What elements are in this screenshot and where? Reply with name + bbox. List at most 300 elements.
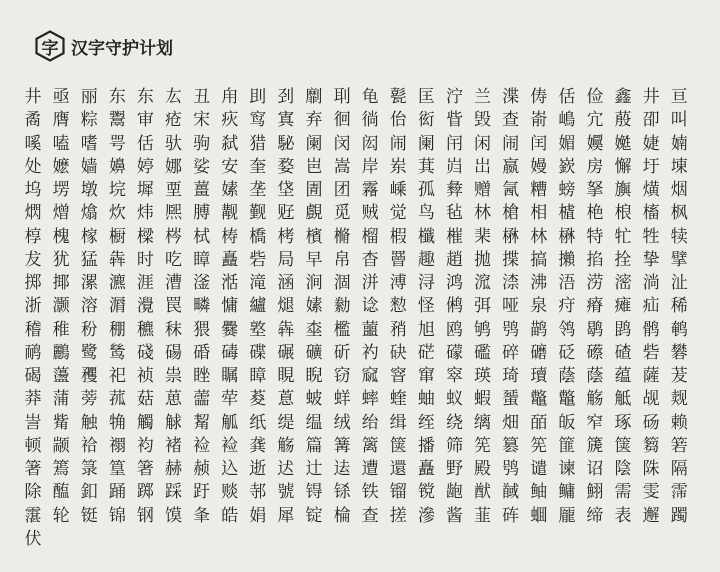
character-cell: 刵	[333, 87, 351, 108]
character-cell: 睉	[193, 366, 211, 387]
character-cell: 闬	[445, 133, 463, 154]
character-cell: 渿	[502, 273, 520, 294]
character-cell: 觚	[221, 412, 239, 433]
character-cell: 东	[108, 87, 126, 108]
character-cell: 鸰	[558, 319, 576, 340]
character-cell: 渫	[502, 87, 520, 108]
character-cell: 丽	[80, 87, 98, 108]
character-cell: 趶	[193, 482, 211, 503]
character-cell: 窃	[333, 366, 351, 387]
character-cell: 猷	[474, 482, 492, 503]
character-cell: 蝦	[474, 389, 492, 410]
character-cell: 蘯	[52, 366, 70, 387]
character-cell: 砄	[389, 342, 407, 363]
character-cell: 梣	[165, 226, 183, 247]
character-cell: 龅	[445, 482, 463, 503]
character-cell: 埬	[670, 156, 688, 177]
character-cell: 陎	[642, 459, 660, 480]
character-cell: 懈	[614, 156, 632, 177]
character-cell: 碟	[249, 342, 267, 363]
character-cell: 蘁	[361, 319, 379, 340]
character-cell: 嬷	[52, 156, 70, 177]
character-cell: 熻	[80, 203, 98, 224]
character-cell: 鑫	[614, 87, 632, 108]
character-cell: 疝	[642, 296, 660, 317]
character-cell: 篇	[305, 435, 323, 456]
character-cell: 墩	[80, 180, 98, 201]
character-cell: 媚	[558, 133, 576, 154]
character-cell: 檻	[333, 319, 351, 340]
character-cell: 奎	[249, 156, 267, 177]
character-cell: 蚾	[305, 389, 323, 410]
character-cell: 宋	[193, 110, 211, 131]
character-cell: 灚	[136, 296, 154, 317]
character-cell: 碡	[221, 342, 239, 363]
character-cell: 纸	[249, 412, 267, 433]
character-cell: 蒲	[52, 389, 70, 410]
character-cell: 铩	[333, 482, 351, 503]
character-cell: 號	[277, 482, 295, 503]
character-cell: 瞩	[221, 366, 239, 387]
character-cell: 犇	[108, 249, 126, 270]
character-cell: 陰	[614, 459, 632, 480]
character-cell: 嬶	[108, 156, 126, 177]
character-cell: 相	[530, 203, 548, 224]
character-cell: 灏	[52, 296, 70, 317]
character-cell: 嵩	[333, 156, 351, 177]
character-cell: 霿	[361, 180, 379, 201]
character-cell: 觃	[277, 203, 295, 224]
character-cell: 浔	[417, 273, 435, 294]
character-cell: 篪	[586, 435, 604, 456]
character-cell: 谂	[361, 296, 379, 317]
character-cell: 嫊	[305, 296, 323, 317]
character-cell: 桽	[305, 319, 323, 340]
character-cell: 驮	[165, 133, 183, 154]
character-cell: 踯	[136, 482, 154, 503]
character-cell: 袀	[136, 435, 154, 456]
character-cell: 早	[305, 249, 323, 270]
character-cell: 檳	[305, 226, 323, 247]
character-cell: 除	[24, 482, 42, 503]
character-cell: 彜	[445, 180, 463, 201]
character-cell: 楙	[558, 226, 576, 247]
character-cell: 碊	[136, 342, 154, 363]
character-cell: 绖	[417, 412, 435, 433]
character-cell: 榢	[80, 226, 98, 247]
character-cell: 瞕	[193, 249, 211, 270]
logo-character: 字	[41, 38, 59, 59]
character-cell: 睨	[305, 366, 323, 387]
character-cell: 镋	[417, 482, 435, 503]
character-cell: 蚁	[445, 389, 463, 410]
character-cell: 掐	[586, 249, 604, 270]
character-cell: 踊	[108, 482, 126, 503]
character-cell: 硭	[417, 342, 435, 363]
character-cell: 炜	[136, 203, 154, 224]
character-cell: 滝	[249, 273, 267, 294]
character-cell: 觅	[333, 203, 351, 224]
character-cell: 井	[642, 87, 660, 108]
character-cell: 祫	[80, 435, 98, 456]
character-cell: 赕	[221, 482, 239, 503]
character-cell: 駜	[277, 133, 295, 154]
character-cell: 膊	[193, 203, 211, 224]
character-cell: 嗑	[52, 133, 70, 154]
character-cell: 炊	[108, 203, 126, 224]
character-cell: 揲	[502, 249, 520, 270]
character-cell: 溶	[80, 296, 98, 317]
character-cell: 拴	[614, 249, 632, 270]
character-cell: 滵	[614, 273, 632, 294]
character-cell: 秣	[165, 319, 183, 340]
character-cell: 犇	[277, 319, 295, 340]
character-cell: 趙	[445, 249, 463, 270]
character-cell: 房	[586, 156, 604, 177]
character-cell: 林	[530, 226, 548, 247]
character-cell: 觸	[136, 412, 154, 433]
character-cell: 亘	[670, 87, 688, 108]
character-cell: 瓄	[530, 366, 548, 387]
character-cell: 觞	[277, 435, 295, 456]
character-cell: 滏	[193, 273, 211, 294]
character-cell: 蒠	[277, 389, 295, 410]
character-cell: 梼	[221, 226, 239, 247]
character-cell: 茇	[670, 366, 688, 387]
character-cell: 溥	[389, 273, 407, 294]
character-cell: 犀	[277, 505, 295, 526]
character-cell: 娜	[165, 156, 183, 177]
character-cell: 篚	[558, 435, 576, 456]
character-cell: 闵	[333, 133, 351, 154]
character-cell: 裣	[193, 435, 211, 456]
character-cell: 殿	[474, 459, 492, 480]
character-cell: 迲	[333, 459, 351, 480]
character-cell: 鸶	[108, 342, 126, 363]
character-cell: 鸝	[52, 342, 70, 363]
character-cell: 覻	[305, 203, 323, 224]
character-cell: 播	[417, 435, 435, 456]
character-cell: 岽	[389, 156, 407, 177]
character-cell: 时	[136, 249, 154, 270]
character-cell: 鸺	[445, 296, 463, 317]
character-cell: 睍	[277, 366, 295, 387]
character-cell: 甪	[221, 87, 239, 108]
character-cell: 斫	[333, 342, 351, 363]
character-cell: 俦	[530, 87, 548, 108]
character-cell: 漘	[108, 296, 126, 317]
character-cell: 轮	[52, 505, 70, 526]
character-cell: 躅	[670, 505, 688, 526]
character-cell: 嗘	[24, 133, 42, 154]
character-cell: 鸟	[417, 203, 435, 224]
character-cell: 漯	[80, 273, 98, 294]
character-cell: 溛	[474, 273, 492, 294]
character-cell: 猥	[193, 319, 211, 340]
character-cell: 绒	[333, 412, 351, 433]
character-cell: 秎	[80, 319, 98, 340]
character-cell: 觐	[249, 203, 267, 224]
character-cell: 遭	[361, 459, 379, 480]
character-cell: 莽	[24, 389, 42, 410]
character-cell: 鸮	[502, 319, 520, 340]
character-cell: 熿	[642, 180, 660, 201]
character-cell: 缔	[586, 505, 604, 526]
character-cell: 阑	[417, 133, 435, 154]
character-cell: 浯	[558, 273, 576, 294]
character-cell: 赠	[474, 180, 492, 201]
character-cell: 鹋	[530, 319, 548, 340]
character-cell: 闹	[389, 133, 407, 154]
character-cell: 搓	[389, 505, 407, 526]
character-cell: 铁	[361, 482, 379, 503]
character-cell: 礦	[305, 342, 323, 363]
character-cell: 鸲	[474, 319, 492, 340]
character-cell: 鼈	[530, 389, 548, 410]
character-cell: 涧	[305, 273, 323, 294]
character-cell: 嫱	[80, 156, 98, 177]
character-cell: 逝	[249, 459, 267, 480]
character-cell: 鸿	[445, 273, 463, 294]
logo-icon	[34, 30, 66, 62]
character-cell: 鹖	[586, 319, 604, 340]
character-cell: 需	[614, 482, 632, 503]
character-cell: 滲	[417, 505, 435, 526]
character-cell: 篱	[361, 435, 379, 456]
character-cell: 亟	[52, 87, 70, 108]
character-cell: 觝	[614, 389, 632, 410]
character-cell: 訔	[24, 412, 42, 433]
character-cell: 安	[221, 156, 239, 177]
character-cell: 慵	[221, 296, 239, 317]
character-cell: 礬	[670, 342, 688, 363]
character-cell: 碴	[614, 342, 632, 363]
character-cell: 樝	[558, 203, 576, 224]
character-cell: 嗜	[80, 133, 98, 154]
character-cell: 佁	[389, 110, 407, 131]
character-cell: 泉	[530, 296, 548, 317]
character-cell: 馍	[165, 505, 183, 526]
character-cell: 嬴	[502, 156, 520, 177]
character-cell: 愸	[389, 296, 407, 317]
character-cell: 薑	[193, 180, 211, 201]
character-cell: 箧	[614, 435, 632, 456]
character-cell: 钢	[136, 505, 154, 526]
character-cell: 祯	[136, 366, 154, 387]
character-cell: 筛	[445, 435, 463, 456]
character-cell: 涵	[277, 273, 295, 294]
character-cell: 蒡	[80, 389, 98, 410]
character-cell: 猛	[80, 249, 98, 270]
character-cell: 矞	[24, 110, 42, 131]
character-cell: 嬔	[614, 133, 632, 154]
character-cell: 皈	[558, 412, 576, 433]
character-cell: 塄	[52, 180, 70, 201]
character-cell: 祀	[108, 366, 126, 387]
character-cell: 诏	[586, 459, 604, 480]
character-cell: 矡	[80, 366, 98, 387]
character-cell: 窄	[586, 412, 604, 433]
character-cell: 泞	[445, 87, 463, 108]
character-cell: 佸	[136, 133, 154, 154]
character-cell: 缊	[305, 412, 323, 433]
character-cell: 篶	[52, 459, 70, 480]
character-cell: 缡	[474, 412, 492, 433]
character-cell: 荾	[249, 389, 267, 410]
character-cell: 觩	[165, 412, 183, 433]
character-cell: 鬻	[108, 110, 126, 131]
character-cell: 厷	[165, 87, 183, 108]
character-cell: 爨	[221, 319, 239, 340]
character-cell: 瘠	[586, 296, 604, 317]
character-cell: 箬	[670, 435, 688, 456]
character-cell: 嫚	[530, 156, 548, 177]
character-cell: 筅	[474, 435, 492, 456]
character-cell: 觉	[389, 203, 407, 224]
character-cell: 犊	[670, 226, 688, 247]
character-cell: 佸	[558, 87, 576, 108]
character-cell: 弭	[474, 296, 492, 317]
header	[34, 28, 173, 64]
character-cell: 谴	[530, 459, 548, 480]
character-cell: 阑	[305, 133, 323, 154]
character-cell: 栻	[193, 226, 211, 247]
character-cell: 窣	[445, 366, 463, 387]
character-cell: 瀌	[108, 273, 126, 294]
character-cell: 膺	[52, 110, 70, 131]
character-cell: 鹌	[670, 319, 688, 340]
character-cell: 蝰	[389, 389, 407, 410]
character-cell: 涯	[136, 273, 154, 294]
character-cell: 碾	[277, 342, 295, 363]
character-cell: 砦	[642, 342, 660, 363]
character-cell: 处	[24, 156, 42, 177]
character-cell: 荦	[221, 389, 239, 410]
character-cell: 鲉	[530, 482, 548, 503]
character-cell: 踩	[165, 482, 183, 503]
character-cell: 吃	[165, 249, 183, 270]
character-cell: 葸	[165, 389, 183, 410]
character-cell: 疢	[221, 110, 239, 131]
character-cell: 込	[221, 459, 239, 480]
character-cell: 淌	[642, 273, 660, 294]
character-cell: 罾	[389, 249, 407, 270]
character-cell: 闹	[502, 133, 520, 154]
character-cell: 筅	[530, 435, 548, 456]
character-cell: 弑	[221, 133, 239, 154]
character-cell: 嬽	[586, 133, 604, 154]
character-cell: 贼	[361, 203, 379, 224]
character-cell: 锭	[305, 505, 323, 526]
character-cell: 窳	[361, 366, 379, 387]
character-cell: 窎	[249, 110, 267, 131]
character-cell: 叫	[670, 110, 688, 131]
character-cell: 锝	[305, 482, 323, 503]
character-cell: 锦	[108, 505, 126, 526]
character-cell: 棆	[333, 505, 351, 526]
character-cell: 坞	[24, 180, 42, 201]
character-cell: 涸	[333, 273, 351, 294]
character-cell: 闰	[530, 133, 548, 154]
character-cell: 掷	[24, 273, 42, 294]
character-cell: 团	[333, 180, 351, 201]
character-cell: 釦	[80, 482, 98, 503]
character-cell: 稚	[52, 319, 70, 340]
character-cell: 矗	[221, 249, 239, 270]
character-cell: 邂	[642, 505, 660, 526]
character-cell: 咢	[108, 133, 126, 154]
character-cell: 瘫	[614, 296, 632, 317]
character-cell: 礛	[474, 342, 492, 363]
character-cell: 礳	[530, 342, 548, 363]
character-cell: 岿	[445, 156, 463, 177]
character-cell: 龎	[558, 505, 576, 526]
character-cell: 砀	[642, 412, 660, 433]
character-cell: 缇	[277, 412, 295, 433]
character-cell: 婷	[136, 156, 154, 177]
character-cell: 攋	[558, 249, 576, 270]
character-cell: 鹘	[642, 319, 660, 340]
character-cell: 樇	[333, 226, 351, 247]
character-cell: 穮	[136, 319, 154, 340]
character-cell: 栲	[277, 226, 295, 247]
character-cell: 徜	[361, 110, 379, 131]
character-cell: 鸸	[24, 342, 42, 363]
character-cell: 东	[136, 87, 154, 108]
character-cell: 桹	[614, 203, 632, 224]
character-cell: 槐	[52, 226, 70, 247]
character-cell: 查	[361, 505, 379, 526]
character-cell: 兰	[474, 87, 492, 108]
character-cell: 垸	[108, 180, 126, 201]
character-cell: 纑	[249, 296, 267, 317]
character-cell: 挚	[642, 249, 660, 270]
character-cell: 熌	[24, 203, 42, 224]
character-cell: 寘	[277, 110, 295, 131]
character-cell: 皕	[530, 412, 548, 433]
character-cell: 驹	[193, 133, 211, 154]
character-cell: 丑	[193, 87, 211, 108]
character-cell: 馘	[502, 482, 520, 503]
character-cell: 礤	[586, 342, 604, 363]
character-cell: 楙	[502, 226, 520, 247]
character-cell: 槍	[502, 203, 520, 224]
character-cell: 還	[389, 459, 407, 480]
character-cell: 篁	[108, 459, 126, 480]
character-cell: 矟	[389, 319, 407, 340]
character-cell: 匡	[417, 87, 435, 108]
character-cell: 毁	[474, 110, 492, 131]
character-cell: 疮	[165, 110, 183, 131]
character-cell: 礞	[445, 342, 463, 363]
character-cell: 碎	[502, 342, 520, 363]
character-cell: 野	[445, 459, 463, 480]
character-cell: 触	[80, 412, 98, 433]
character-cell: 榴	[361, 226, 379, 247]
character-cell: 裣	[221, 435, 239, 456]
character-cell: 湉	[221, 273, 239, 294]
character-cell: 蜑	[502, 389, 520, 410]
character-cell: 嶋	[558, 110, 576, 131]
character-cell: 浙	[24, 296, 42, 317]
character-cell: 哑	[502, 296, 520, 317]
character-cell: 邿	[249, 482, 267, 503]
character-cell: 岜	[305, 156, 323, 177]
character-cell: 櫼	[417, 226, 435, 247]
character-cell: 觌	[670, 389, 688, 410]
character-cell: 蛘	[333, 389, 351, 410]
character-cell: 顿	[24, 435, 42, 456]
